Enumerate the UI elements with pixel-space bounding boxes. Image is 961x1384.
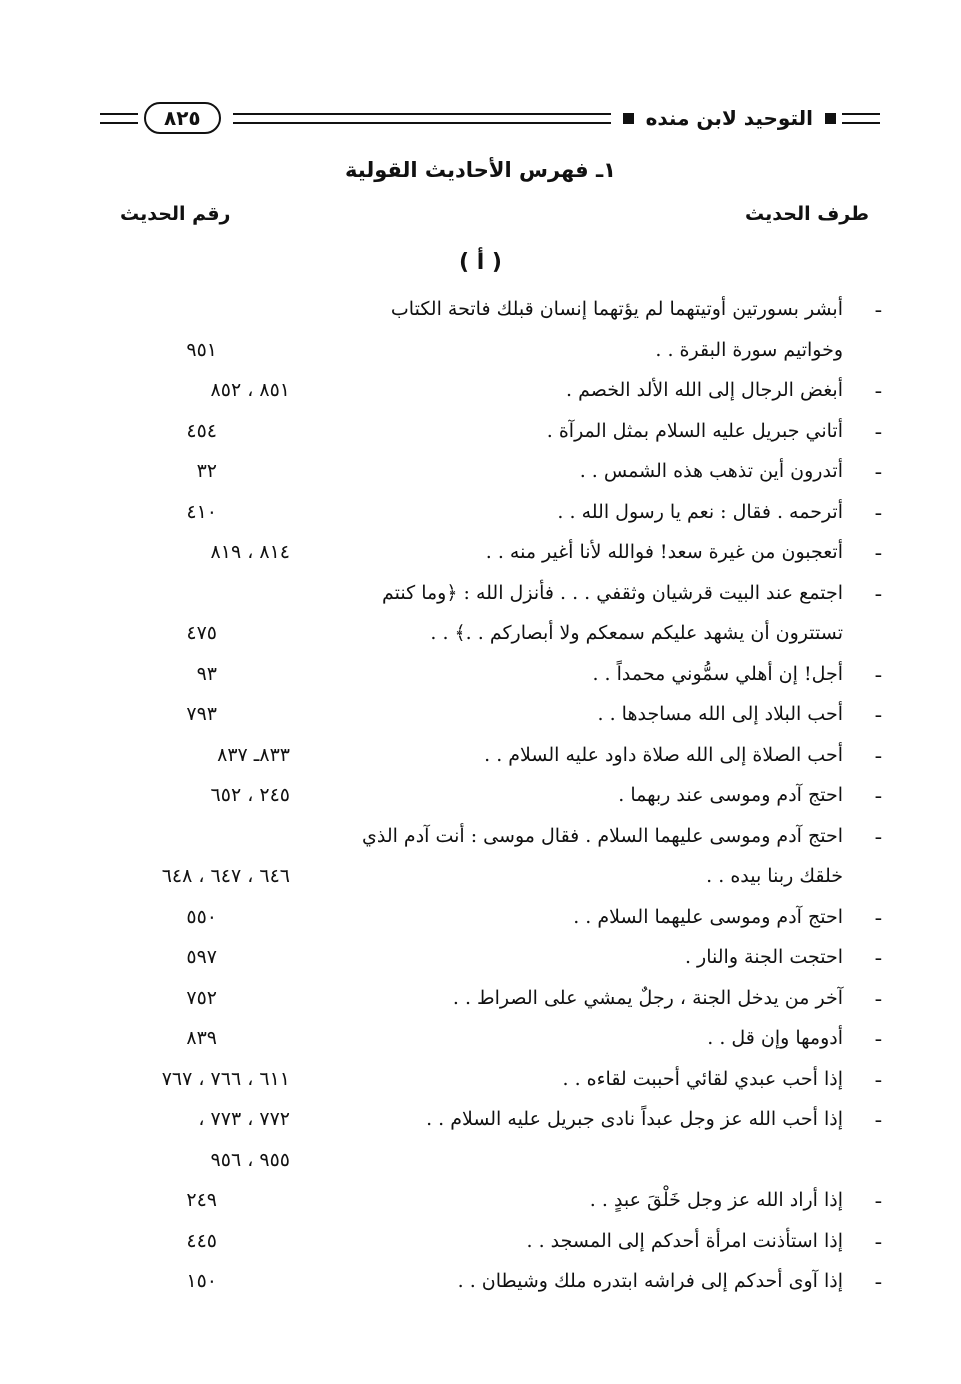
entry-line xyxy=(0,456,961,497)
index-entry xyxy=(0,1226,961,1267)
entry-line xyxy=(0,497,961,538)
column-header-hadith: طرف الحديث xyxy=(745,203,869,225)
entry-dash: ـ xyxy=(875,1025,881,1046)
hadith-number: ٥٩٧ xyxy=(186,946,217,968)
entry-dash: ـ xyxy=(875,296,881,317)
hadith-number: ٧٩٣ xyxy=(186,703,217,725)
hadith-number: ٥٥٠ xyxy=(186,905,217,928)
running-header xyxy=(100,96,880,140)
index-entry xyxy=(0,983,961,1024)
entry-line xyxy=(0,1023,961,1064)
hadith-number: ٣٢ xyxy=(196,460,217,482)
entry-line xyxy=(0,578,961,619)
entry-line xyxy=(0,294,961,335)
hadith-text: أتعجبون من غيرة سعد! فوالله لأنا أغير منه . . xyxy=(485,541,843,563)
column-header-number: رقم الحديث xyxy=(120,203,231,225)
hadith-number: ٨٥١ ، ٨٥٢ xyxy=(210,379,290,401)
hadith-number: ٦١١ ، ٧٦٦ ، ٧٦٧ xyxy=(161,1067,290,1090)
index-entry xyxy=(0,294,961,375)
square-bullet-icon xyxy=(825,113,836,124)
index-entry xyxy=(0,578,961,659)
entry-line xyxy=(0,618,961,659)
hadith-number: ٨١٤ ، ٨١٩ xyxy=(210,541,290,563)
entry-line xyxy=(0,902,961,943)
entry-line xyxy=(0,375,961,416)
index-entry xyxy=(0,456,961,497)
index-entry xyxy=(0,537,961,578)
entry-line xyxy=(0,1226,961,1267)
header-rule-middle xyxy=(233,113,611,124)
entry-dash: ـ xyxy=(875,782,881,803)
entry-dash: ـ xyxy=(875,660,881,682)
hadith-number: ٧٥٢ xyxy=(186,986,217,1009)
index-entry xyxy=(0,497,961,538)
hadith-text: خلقك ربنا بيده . . xyxy=(706,865,843,887)
header-rule-right xyxy=(842,113,880,124)
entry-dash: ـ xyxy=(875,1268,881,1289)
hadith-number: ٢٤٥ ، ٦٥٢ xyxy=(210,784,290,806)
entry-line xyxy=(0,821,961,862)
entry-line xyxy=(0,740,961,781)
hadith-text: أحب البلاد إلى الله مساجدها . . xyxy=(597,703,843,725)
entry-line xyxy=(0,1185,961,1226)
index-entry xyxy=(0,1064,961,1105)
entry-dash: ـ xyxy=(875,1227,881,1249)
hadith-text: أجل! إن أهلي سمُّوني محمداً . . xyxy=(592,662,843,685)
entry-line xyxy=(0,335,961,376)
index-entry xyxy=(0,375,961,416)
index-entry xyxy=(0,416,961,457)
hadith-text: إذا استأذنت امرأة أحدكم إلى المسجد . . xyxy=(526,1229,843,1252)
entry-dash: ـ xyxy=(875,1106,881,1127)
index-entry xyxy=(0,659,961,700)
hadith-text: احتج آدم وموسى عند ربهما . xyxy=(618,784,843,806)
index-entry xyxy=(0,1104,961,1185)
entry-dash: ـ xyxy=(875,822,881,844)
entry-dash: ـ xyxy=(875,741,881,763)
index-entry xyxy=(0,699,961,740)
entry-dash: ـ xyxy=(875,417,881,439)
hadith-text: أدومها وإن قل . . xyxy=(707,1027,843,1049)
square-bullet-icon xyxy=(623,113,634,124)
hadith-number: ٢٤٩ xyxy=(186,1189,217,1211)
header-rule-left xyxy=(100,113,138,124)
page-number: ٨٢٥ xyxy=(144,102,221,134)
entry-dash: ـ xyxy=(875,458,881,479)
hadith-number: ٩٣ xyxy=(196,662,217,685)
hadith-text: وخواتيم سورة البقرة . . xyxy=(655,338,843,361)
entry-dash: ـ xyxy=(875,701,881,722)
entry-dash: ـ xyxy=(875,903,881,925)
hadith-text: احتج آدم وموسى عليهما السلام . فقال موسى : أنت آدم الذي xyxy=(361,824,843,847)
entry-dash: ـ xyxy=(875,944,881,965)
index-entries xyxy=(0,294,961,1307)
entry-line xyxy=(0,1145,961,1186)
entry-line xyxy=(0,537,961,578)
letter-heading: ( أ ) xyxy=(459,250,502,275)
entry-line xyxy=(0,416,961,457)
hadith-text: إذا أحب عبدي لقائي أحببت لقاءه . . xyxy=(562,1067,843,1090)
entry-line xyxy=(0,1064,961,1105)
hadith-number: ٩٥١ xyxy=(186,338,217,361)
hadith-text: إذا أراد الله عز وجل خَلْقَ عبدٍ . . xyxy=(589,1189,843,1211)
entry-line xyxy=(0,983,961,1024)
index-entry xyxy=(0,1023,961,1064)
entry-line xyxy=(0,942,961,983)
index-entry xyxy=(0,1185,961,1226)
entry-dash: ـ xyxy=(875,498,881,520)
hadith-text: أبغض الرجال إلى الله الألد الخصم . xyxy=(566,379,843,401)
entry-dash: ـ xyxy=(875,1065,881,1087)
entry-line xyxy=(0,780,961,821)
entry-dash: ـ xyxy=(875,539,881,560)
hadith-number: ٤٧٥ xyxy=(186,622,217,644)
hadith-text: آخر من يدخل الجنة ، رجلٌ يمشي على الصراط . . xyxy=(452,986,843,1009)
entry-dash: ـ xyxy=(875,377,881,398)
hadith-text: إذا آوى أحدكم إلى فراشه ابتدره ملك وشيطان . . xyxy=(457,1270,843,1292)
hadith-text: اجتمع عند البيت قرشيان وثقفي . . . فأنزل الله : ﴿وما كنتم xyxy=(382,581,843,604)
hadith-text: أترحمه . فقال : نعم يا رسول الله . . xyxy=(557,500,843,523)
index-title: ١ـ فهرس الأحاديث القولية xyxy=(345,158,616,182)
hadith-number: ٤٥٤ xyxy=(186,419,217,442)
entry-dash: ـ xyxy=(875,984,881,1006)
entry-line xyxy=(0,861,961,902)
entry-dash: ـ xyxy=(875,1187,881,1208)
hadith-text: احتجت الجنة والنار . xyxy=(684,946,843,968)
hadith-number: ١٥٠ xyxy=(186,1270,217,1292)
entry-line xyxy=(0,699,961,740)
hadith-number: ٧٧٢ ، ٧٧٣ ، xyxy=(198,1108,290,1130)
index-entry xyxy=(0,902,961,943)
hadith-number: ٨٣٩ xyxy=(186,1027,217,1049)
index-entry xyxy=(0,1266,961,1307)
index-entry xyxy=(0,821,961,902)
entry-dash: ـ xyxy=(875,579,881,601)
hadith-number: ٤١٠ xyxy=(186,500,217,523)
hadith-text: إذا أحب الله عز وجل عبداً نادى جبريل عليه السلام . . xyxy=(426,1108,843,1130)
hadith-text: أبشر بسورتين أوتيتهما لم يؤتهما إنسان قبلك فاتحة الكتاب xyxy=(390,298,843,320)
hadith-text: تستترون أن يشهد عليكم سمعكم ولا أبصاركم . .﴾ . . xyxy=(430,622,843,644)
hadith-text: احتج آدم وموسى عليهما السلام . . xyxy=(573,905,843,928)
hadith-text: أتاني جبريل عليه السلام بمثل المرآة . xyxy=(546,419,843,442)
index-entry xyxy=(0,740,961,781)
entry-line xyxy=(0,1104,961,1145)
index-entry xyxy=(0,942,961,983)
hadith-number: ٨٣٣ـ ٨٣٧ xyxy=(217,743,290,766)
hadith-text: أتدرون أين تذهب هذه الشمس . . xyxy=(579,460,843,482)
entry-line xyxy=(0,1266,961,1307)
entry-line xyxy=(0,659,961,700)
hadith-number: ٤٤٥ xyxy=(186,1229,217,1252)
book-title: التوحيد لابن منده xyxy=(645,106,813,130)
hadith-number: ٦٤٦ ، ٦٤٧ ، ٦٤٨ xyxy=(161,865,290,887)
index-entry xyxy=(0,780,961,821)
hadith-number: ٩٥٥ ، ٩٥٦ xyxy=(210,1148,290,1171)
hadith-text: أحب الصلاة إلى الله صلاة داود عليه السلام . . xyxy=(484,743,843,766)
